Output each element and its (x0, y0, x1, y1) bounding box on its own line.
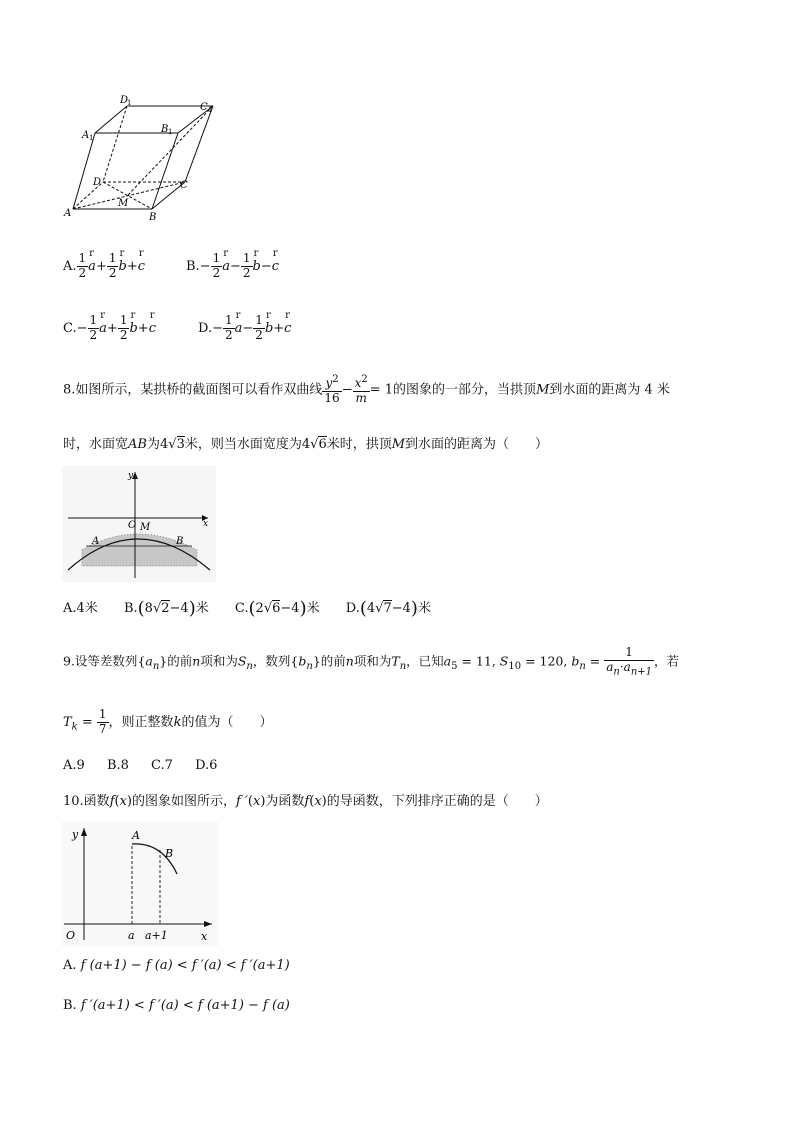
tick-label-a-plus-1: a+1 (145, 929, 168, 942)
q8-option-a[interactable]: A.4米 (63, 601, 98, 616)
label-A1-sub: 1 (89, 134, 94, 142)
frac-den: 2 (78, 265, 87, 280)
coef: 4 (159, 437, 169, 452)
q9-text: ，则正整数 (108, 714, 174, 730)
frac-den: 2 (119, 327, 128, 342)
coef: 4 (301, 437, 311, 452)
vector-c: r c (149, 321, 156, 336)
q7-option-a[interactable] (63, 252, 145, 281)
var-n: n (192, 653, 201, 669)
label-B: B (165, 847, 174, 860)
var-n: n (345, 653, 354, 669)
vector-c: r c (284, 321, 291, 336)
func-fprime: f ′ (236, 794, 248, 809)
q9-text: 的前 (320, 653, 346, 669)
arch-bridge-figure (62, 466, 216, 582)
coef: 8 (144, 601, 153, 616)
q9-line-1: 9.设等差数列$\{a_n\}$的前n项和为$S_n$，数列$\{b_n\}$的前n项和为$T_n$，已知$a_5 = 11$, $S_{10} = 120$, $b_n$ = $\frac{1}{a_n\cdot a_{n+1}}$ ，若 (63, 645, 680, 678)
tick-label-a: a (128, 929, 135, 942)
q10-option-a[interactable] (63, 958, 290, 973)
var-S: S (237, 653, 247, 669)
operator: + (106, 320, 118, 336)
vector-b: r b (129, 321, 137, 336)
label-D: D (93, 177, 102, 188)
frac-den: 2 (242, 265, 251, 280)
vector-b: r b (118, 259, 126, 274)
operator: − (260, 258, 272, 274)
frac-num: 1 (242, 251, 251, 265)
frac-den: 2 (108, 265, 117, 280)
q7-option-d[interactable] (198, 314, 291, 343)
label-A: A (92, 536, 100, 547)
q9-line-2 (63, 708, 272, 737)
radicand: 6 (272, 601, 281, 616)
var-M: M (536, 382, 550, 398)
operator: − (242, 320, 254, 336)
frac-num: 1 (98, 707, 107, 721)
label-B: B (176, 536, 184, 547)
q9-text: ，若 (654, 653, 680, 669)
axis-label-x: x (201, 930, 208, 943)
option-expr: f (a+1) − f (a) < f ′(a) < f ′(a+1) (80, 958, 290, 973)
sub: n (399, 660, 407, 672)
label-D1: D (120, 95, 129, 106)
equals: = (585, 653, 605, 669)
q8-text: 8.如图所示，某拱桥的截面图可以看作双曲线 (63, 382, 323, 398)
radicand: 2 (161, 601, 170, 616)
label-B: B (149, 212, 157, 222)
q9-option-c[interactable]: C.7 (151, 758, 173, 773)
axis-label-y: y (128, 471, 134, 481)
var-a: a (623, 659, 631, 674)
option-label: A. (63, 258, 77, 274)
var-a5: a (443, 653, 452, 669)
var-b: b (298, 653, 307, 669)
option-label: A. (63, 958, 77, 973)
q8-text: 到水面的距离为（ ） (405, 437, 549, 452)
sqrt-icon: √ (152, 601, 162, 616)
sub: k (71, 721, 78, 733)
var-y: y (325, 376, 333, 390)
frac-den: 2 (89, 327, 98, 342)
frac-num: 1 (78, 251, 87, 265)
vector-a: r a (235, 321, 243, 336)
operator: + (273, 320, 285, 336)
label-A: A (132, 829, 140, 842)
q8-text: 米，则当水面宽度为 (184, 437, 302, 452)
operator: − (229, 258, 241, 274)
q10-text: 的图象如图所示， (132, 794, 237, 809)
option-label: D.− (198, 320, 223, 336)
option-label: D. (345, 601, 360, 616)
frac-num: 1 (224, 313, 233, 327)
var-x: x (253, 794, 261, 809)
var-x: x (119, 794, 127, 809)
operator: + (95, 258, 107, 274)
cond-value: = 120, (521, 653, 572, 669)
axis-label-y: y (72, 828, 79, 841)
option-label: B.− (186, 258, 211, 274)
label-A1: A (82, 130, 90, 141)
var-x: x (354, 376, 362, 390)
var-k: k (173, 714, 182, 730)
q9-option-b[interactable]: B.8 (106, 758, 129, 773)
var-x: x (314, 794, 322, 809)
label-M: M (118, 198, 129, 209)
frac-den: 7 (98, 721, 107, 736)
q10-text: 为函数 (265, 794, 305, 809)
q10-text: 的导函数，下列排序正确的是（ ） (326, 794, 548, 809)
frac-den: 2 (224, 327, 233, 342)
q8-text: 为 (146, 437, 160, 452)
q8-line-2 (63, 433, 548, 452)
cond-value: = 11, (457, 653, 500, 669)
origin-label: O (66, 929, 76, 942)
eq-rhs: = 1 (369, 382, 394, 398)
coef: 4 (366, 601, 376, 616)
q9-text: 项和为 (353, 653, 392, 669)
term: −4 (391, 601, 411, 616)
sub: n (613, 666, 620, 678)
q8-line-1 (63, 374, 670, 406)
frac-num: 1 (119, 313, 128, 327)
sqrt-icon: √ (168, 437, 177, 452)
sub: n (246, 660, 253, 672)
coef: 2 (255, 601, 264, 616)
vector-c: r c (272, 259, 279, 274)
label-A: A (64, 208, 72, 219)
sqrt-icon: √ (375, 601, 384, 616)
frac-num: 1 (212, 251, 221, 265)
radicand: 7 (383, 601, 392, 616)
sub: n (306, 660, 313, 672)
var-a: a (606, 659, 614, 674)
func-f: f (109, 794, 115, 809)
func-f: f (304, 794, 310, 809)
term: −4 (169, 601, 189, 616)
q8-text: 到水面的距离为 4 米 (549, 382, 670, 398)
vector-b: r b (253, 259, 261, 274)
sub: n+1 (630, 666, 652, 678)
radicand: 3 (176, 437, 185, 452)
sqrt-icon: √ (263, 601, 273, 616)
frac-den: 2 (212, 265, 221, 280)
var-a: a (145, 653, 153, 669)
q10-option-b[interactable] (63, 998, 290, 1013)
label-B1-sub: 1 (168, 128, 173, 136)
unit: 米 (195, 601, 209, 616)
sub: n (579, 660, 586, 672)
option-label: B. (63, 998, 77, 1013)
option-label: C.− (63, 320, 88, 336)
frac-den: 16 (324, 390, 340, 405)
label-C: C (180, 180, 188, 191)
var-T: T (63, 714, 72, 730)
label-M: M (140, 522, 151, 533)
q9-text: 项和为 (200, 653, 238, 669)
var-S10: S (499, 653, 509, 669)
q9-text: 的前 (167, 653, 193, 669)
q9-option-d[interactable]: D.6 (195, 758, 218, 773)
term: −4 (280, 601, 300, 616)
equals: = (77, 714, 97, 730)
q9-option-a[interactable]: A.9 (63, 758, 85, 773)
origin-label: O (128, 520, 137, 531)
q9-text: 的值为（ ） (181, 714, 273, 730)
q7-option-b[interactable] (186, 252, 279, 281)
q10-line-1: 10.函数f(x)的图象如图所示，f ′(x)为函数f(x)的导函数，下列排序正确的是（ ） (63, 794, 548, 809)
q8-text: 时，水面宽 (63, 437, 129, 452)
radicand: 6 (318, 437, 327, 452)
frac-num: 1 (108, 251, 117, 265)
q8-option-b[interactable]: B.(8√2−4)米 (123, 598, 209, 619)
q8-option-c[interactable]: C.(2√6−4)米 (234, 598, 320, 619)
vector-a: r a (88, 259, 96, 274)
sqrt-icon: √ (310, 437, 319, 452)
function-graph-figure (62, 822, 218, 946)
frac-num: 1 (604, 646, 654, 661)
vector-a: r a (99, 321, 107, 336)
q9-text: ，数列 (252, 653, 291, 669)
operator: − (341, 382, 353, 398)
operator: + (137, 320, 149, 336)
var-m: m (355, 390, 367, 405)
frac-num: 1 (89, 313, 98, 327)
q9-options (63, 758, 217, 773)
label-B1: B (161, 124, 169, 135)
label-C1-sub: 1 (208, 106, 213, 114)
vector-b: r b (265, 321, 273, 336)
q8-option-d[interactable]: D.(4√7−4)米 (345, 598, 431, 619)
vector-a: r a (222, 259, 230, 274)
label-C1: C (200, 102, 208, 113)
q9-text: ，已知 (406, 653, 444, 669)
option-expr: f ′(a+1) < f ′(a) < f (a+1) − f (a) (80, 998, 290, 1013)
sub: 10 (508, 660, 522, 672)
q7-option-c[interactable] (63, 314, 156, 343)
sub: n (152, 660, 160, 672)
var-b: b (571, 653, 580, 669)
q10-text: 10.函数 (63, 794, 110, 809)
var-M: M (391, 437, 406, 452)
sub: 5 (451, 660, 458, 672)
operator: + (126, 258, 138, 274)
option-label: B. (123, 601, 138, 616)
frac-num: 1 (255, 313, 263, 327)
q9-text: 9.设等差数列 (63, 653, 138, 669)
vector-c: r c (138, 259, 145, 274)
exp: 2 (361, 374, 368, 385)
label-D1-sub: 1 (127, 99, 132, 107)
exp: 2 (332, 374, 339, 385)
dot: · (619, 659, 624, 674)
q8-text: 米时，拱顶 (326, 437, 392, 452)
frac-den: 2 (255, 327, 263, 342)
parallelepiped-figure (60, 92, 220, 222)
unit: 米 (306, 601, 320, 616)
q8-text: 的图象的一部分，当拱顶 (393, 382, 537, 398)
option-label: C. (234, 601, 249, 616)
unit: 米 (417, 601, 431, 616)
var-AB: AB (128, 437, 147, 452)
axis-label-x: x (203, 519, 209, 529)
q8-options (63, 597, 431, 619)
var-T: T (391, 653, 400, 669)
